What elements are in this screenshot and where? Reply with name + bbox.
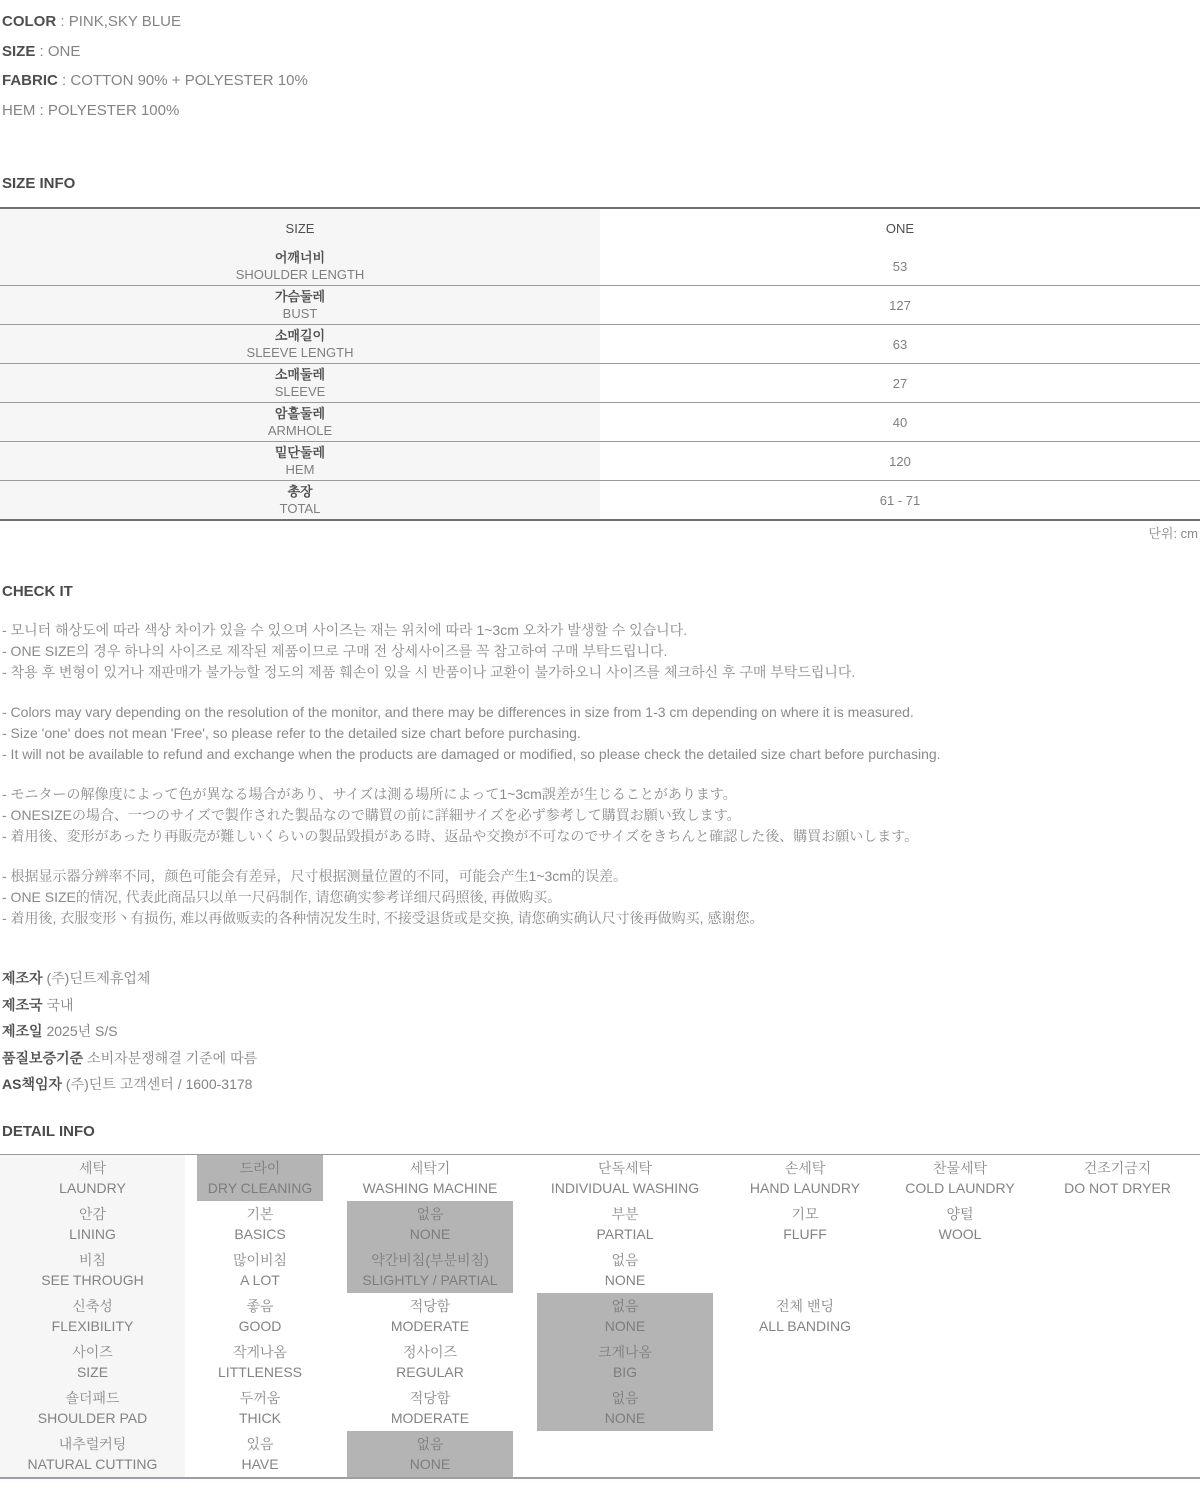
spec-color	[2, 7, 1200, 37]
spec-fabric-value: COTTON 90% + POLYESTER 10%	[70, 72, 308, 89]
detail-option-kr: 찬물세탁	[932, 1159, 988, 1176]
detail-option-kr: 부분	[611, 1205, 639, 1222]
detail-option-en: COLD LAUNDRY	[905, 1179, 1015, 1196]
detail-option-kr: 없음	[416, 1205, 444, 1222]
detail-row-label-en: LINING	[69, 1225, 116, 1242]
detail-option-en: HAND LAUNDRY	[749, 1179, 861, 1196]
detail-empty-cell	[885, 1293, 1035, 1339]
size-row-label	[0, 247, 600, 286]
detail-option	[537, 1155, 713, 1201]
manufacturer-line-label: 품질보증기준	[2, 1049, 84, 1066]
detail-option-kr: 세탁기	[409, 1159, 451, 1176]
detail-row-label-en: SIZE	[76, 1363, 109, 1380]
detail-empty-cell	[725, 1339, 885, 1385]
spec-fabric	[2, 66, 1200, 96]
detail-row-label	[0, 1431, 185, 1477]
check-note-ja: - モニターの解像度によって色が異なる場合があり、サイズは測る場所によって1~3cm誤差が生じることがあります。 - ONESIZEの場合、一つのサイズで製作された製品なので購買の前に詳細サイズを必ず参考して購買お願い致します。 - 着用後、変形があったり再販売が難しいくらいの製品毀損がある時、返品や交換が不可なのでサイズをきちんと確認した後、購買お願いします。	[2, 786, 919, 844]
detail-option-selected	[347, 1201, 513, 1247]
size-row-label	[0, 286, 600, 325]
detail-option-en: FLUFF	[783, 1225, 827, 1242]
detail-option-kr: 기모	[791, 1205, 819, 1222]
size-row-label	[0, 325, 600, 364]
detail-option-kr: 적당함	[409, 1389, 451, 1406]
detail-row-label-en: LAUNDRY	[59, 1179, 126, 1196]
detail-row-label-en: NATURAL CUTTING	[27, 1455, 158, 1472]
detail-empty-cell	[725, 1431, 885, 1477]
detail-option-en: LITTLENESS	[217, 1363, 303, 1380]
detail-option-en: DO NOT DRYER	[1064, 1179, 1171, 1196]
size-table	[0, 207, 1200, 521]
size-row-label-kr: 총장	[287, 484, 313, 499]
detail-option	[347, 1385, 513, 1431]
size-row-label-en: SLEEVE	[274, 384, 326, 399]
detail-option	[347, 1293, 513, 1339]
detail-option-cell	[335, 1293, 525, 1339]
detail-option-en: WASHING MACHINE	[362, 1179, 498, 1196]
detail-option-cell	[725, 1201, 885, 1247]
size-row-label-en: HEM	[285, 462, 315, 477]
detail-option	[197, 1431, 323, 1477]
detail-option-kr: 단독세탁	[597, 1159, 653, 1176]
detail-option	[197, 1385, 323, 1431]
detail-option-cell	[1035, 1155, 1200, 1201]
size-row-label	[0, 442, 600, 481]
size-row-value: 53	[892, 258, 908, 274]
detail-row-label-en: FLEXIBILITY	[51, 1317, 134, 1334]
detail-empty-cell	[1035, 1431, 1200, 1477]
check-note-ko: - 모니터 해상도에 따라 색상 차이가 있을 수 있으며 사이즈는 재는 위치에 따라 1~3cm 오차가 발생할 수 있습니다. - ONE SIZE의 경우 하나의 사이즈로 제작된 제품이므로 구매 전 상세사이즈를 꼭 참고하여 구매 부탁드립니다. - 착용 후 변형이 있거나 재판매가 불가능할 정도의 제품 훼손이 있을 시 반품이나 교환이 불가하오니 사이즈를 체크하신 후 구매 부탁드립니다.	[2, 622, 856, 680]
detail-option-selected	[347, 1247, 513, 1293]
spec-color-label: COLOR	[2, 13, 57, 30]
detail-option-en: THICK	[239, 1409, 281, 1426]
detail-option-en: A LOT	[240, 1271, 280, 1288]
size-row-label-en: SHOULDER LENGTH	[235, 267, 365, 282]
manufacturer-line: 품질보증기준 소비자분쟁해결 기준에 따름	[2, 1049, 258, 1066]
check-it-paragraphs	[0, 620, 1200, 929]
size-row-value: 127	[889, 297, 911, 313]
spec-size-label: SIZE	[2, 42, 36, 60]
detail-option-en: NONE	[604, 1409, 646, 1426]
size-table-col-one: ONE	[885, 220, 915, 236]
size-row-label-kr: 소매길이	[274, 328, 326, 343]
detail-option-en: SLIGHTLY / PARTIAL	[362, 1271, 498, 1288]
detail-option-kr: 건조기금지	[1083, 1159, 1152, 1176]
detail-option-cell	[525, 1293, 725, 1339]
detail-option-en: MODERATE	[390, 1317, 470, 1334]
detail-empty-cell	[725, 1385, 885, 1431]
detail-option	[197, 1247, 323, 1293]
manufacturer-block	[0, 965, 1200, 1098]
spec-separator: :	[57, 72, 71, 89]
size-table-row	[0, 403, 1200, 442]
size-row-value: 27	[892, 375, 908, 391]
size-row-value: 63	[892, 336, 908, 352]
detail-option-kr: 기본	[246, 1205, 274, 1222]
size-row-value: 120	[889, 453, 911, 469]
detail-empty-cell	[1035, 1201, 1200, 1247]
detail-option-cell	[185, 1339, 335, 1385]
detail-option-cell	[185, 1247, 335, 1293]
detail-option-kr: 없음	[416, 1435, 444, 1452]
manufacturer-line: 제조자 (주)딘트제휴업체	[2, 970, 151, 986]
detail-row-label-kr: 신축성	[72, 1297, 113, 1314]
detail-option-cell	[185, 1201, 335, 1247]
detail-option	[737, 1293, 873, 1339]
detail-option-cell	[525, 1339, 725, 1385]
size-row-label-en: TOTAL	[279, 501, 321, 516]
detail-empty-cell	[885, 1339, 1035, 1385]
detail-empty-cell	[1035, 1247, 1200, 1293]
detail-option	[197, 1293, 323, 1339]
detail-row-label	[0, 1201, 185, 1247]
size-table-row	[0, 364, 1200, 403]
size-table-row	[0, 247, 1200, 286]
manufacturer-line: 제조국 국내	[2, 996, 74, 1013]
size-row-label-kr: 어깨너비	[274, 250, 326, 265]
detail-option-kr: 약간비침(부분비침)	[371, 1251, 489, 1268]
detail-empty-cell	[885, 1385, 1035, 1431]
size-table-row	[0, 442, 1200, 481]
detail-option	[537, 1201, 713, 1247]
size-row-label	[0, 403, 600, 442]
detail-option-cell	[185, 1431, 335, 1477]
manufacturer-line: AS책임자 (주)딘트 고객센터 / 1600-3178	[2, 1076, 253, 1092]
detail-row-label-kr: 사이즈	[72, 1343, 113, 1360]
size-row-label-kr: 가슴둘레	[274, 289, 326, 304]
size-table-row	[0, 481, 1200, 521]
size-table-col-size: SIZE	[0, 208, 600, 247]
detail-option-kr: 있음	[246, 1435, 274, 1452]
size-row-value: 61 - 71	[879, 492, 921, 508]
detail-option-en: PARTIAL	[596, 1225, 654, 1242]
detail-row-label	[0, 1293, 185, 1339]
detail-row-label-kr: 세탁	[78, 1159, 107, 1176]
detail-option-cell	[525, 1247, 725, 1293]
detail-empty-cell	[885, 1247, 1035, 1293]
detail-option-kr: 두꺼움	[239, 1389, 281, 1406]
detail-option-cell	[725, 1155, 885, 1201]
detail-option-cell	[335, 1201, 525, 1247]
detail-option-cell	[335, 1431, 525, 1477]
detail-option-en: NONE	[604, 1317, 646, 1334]
detail-option-kr: 정사이즈	[402, 1343, 458, 1360]
detail-option-kr: 없음	[611, 1389, 639, 1406]
detail-empty-cell	[725, 1247, 885, 1293]
detail-option-cell	[525, 1385, 725, 1431]
detail-option-cell	[335, 1385, 525, 1431]
detail-option-kr: 전체 밴딩	[776, 1297, 834, 1314]
detail-option-en: BIG	[612, 1363, 638, 1380]
detail-option-cell	[525, 1155, 725, 1201]
detail-option-kr: 적당함	[409, 1297, 451, 1314]
detail-option-cell	[185, 1293, 335, 1339]
detail-option-kr: 많이비침	[232, 1251, 288, 1268]
size-row-label	[0, 481, 600, 521]
detail-option-en: BASICS	[234, 1225, 286, 1242]
detail-option	[197, 1339, 323, 1385]
product-specs	[0, 7, 1200, 125]
detail-option-cell	[185, 1385, 335, 1431]
detail-option-en: REGULAR	[396, 1363, 464, 1380]
detail-option-cell	[185, 1155, 335, 1201]
spec-color-value: PINK,SKY BLUE	[68, 13, 181, 30]
detail-option-kr: 크게나옴	[597, 1343, 653, 1360]
detail-option-en: NONE	[604, 1271, 646, 1288]
spec-separator: :	[56, 13, 69, 30]
detail-option-cell	[725, 1293, 885, 1339]
detail-option-en: ALL BANDING	[758, 1317, 852, 1334]
size-row-label-en: BUST	[282, 306, 318, 321]
detail-option-en: NONE	[409, 1225, 451, 1242]
detail-option-kr: 손세탁	[784, 1159, 826, 1176]
size-table-row	[0, 325, 1200, 364]
manufacturer-line-label: 제조일	[2, 1023, 43, 1039]
detail-option-kr: 없음	[611, 1297, 639, 1314]
detail-option-cell	[525, 1201, 725, 1247]
size-row-label	[0, 364, 600, 403]
spec-separator: :	[35, 42, 48, 60]
detail-row-label-kr: 숄더패드	[65, 1389, 120, 1406]
detail-option-en: GOOD	[238, 1317, 282, 1334]
detail-option-cell	[335, 1247, 525, 1293]
detail-option	[347, 1155, 513, 1201]
detail-option-en: MODERATE	[390, 1409, 470, 1426]
detail-option-kr: 없음	[611, 1251, 639, 1268]
detail-empty-cell	[1035, 1385, 1200, 1431]
spec-size	[2, 37, 1200, 67]
detail-row-label	[0, 1155, 185, 1201]
detail-option	[347, 1339, 513, 1385]
detail-option-en: DRY CLEANING	[207, 1179, 313, 1196]
detail-option-selected	[347, 1431, 513, 1477]
detail-option	[737, 1201, 873, 1247]
detail-option-selected	[197, 1155, 323, 1201]
detail-empty-cell	[525, 1431, 725, 1477]
manufacturer-line-label: AS책임자	[2, 1076, 63, 1092]
manufacturer-line-label: 제조국	[2, 996, 43, 1013]
size-row-label-en: SLEEVE LENGTH	[246, 345, 354, 360]
spec-hem	[2, 96, 1200, 126]
detail-empty-cell	[1035, 1293, 1200, 1339]
detail-option	[897, 1201, 1023, 1247]
spec-separator: :	[35, 101, 48, 119]
detail-option	[197, 1201, 323, 1247]
detail-option-kr: 드라이	[239, 1159, 281, 1176]
detail-option-selected	[537, 1293, 713, 1339]
detail-table	[0, 1154, 1200, 1479]
spec-hem-label: HEM	[2, 101, 36, 119]
detail-option-selected	[537, 1339, 713, 1385]
size-row-label-kr: 암홀둘레	[274, 406, 326, 421]
size-unit-label: 단위: cm	[1148, 526, 1198, 541]
size-row-label-en: ARMHOLE	[267, 423, 333, 438]
detail-empty-cell	[885, 1431, 1035, 1477]
detail-row-label-en: SHOULDER PAD	[37, 1409, 148, 1426]
detail-info-heading: DETAIL INFO	[2, 1122, 95, 1140]
size-row-label-kr: 밑단둘레	[274, 445, 326, 460]
detail-row-label	[0, 1247, 185, 1293]
detail-option-en: HAVE	[241, 1455, 279, 1472]
detail-option	[897, 1155, 1023, 1201]
detail-option-cell	[335, 1155, 525, 1201]
spec-size-value: ONE	[47, 42, 81, 60]
detail-option-selected	[537, 1385, 713, 1431]
size-table-row	[0, 286, 1200, 325]
size-table-header-row	[0, 208, 1200, 247]
detail-row-label	[0, 1385, 185, 1431]
detail-option-en: NONE	[409, 1455, 451, 1472]
spec-hem-value: POLYESTER 100%	[47, 101, 180, 119]
check-note-en: - Colors may vary depending on the resolution of the monitor, and there may be differences in size from 1-3 cm depending on where it is measured. - Size 'one' does not mean 'Free', so please refer to the detailed size chart before purchasing. - It will not be available to refund and exchange when the products are damaged or modified, so please check the detailed size chart before purchasing.	[2, 704, 941, 762]
check-note-zh: - 根据显示器分辨率不同，颜色可能会有差异，尺寸根据测量位置的不同，可能会产生1~3cm的误差。 - ONE SIZE的情况, 代表此商品只以单一尺码制作, 请您确实参考详细尺码照後, 再做购买。 - 着用後, 衣服变形丶有损伤, 难以再做贩卖的各种情况发生时, 不接受退货或是交换, 请您确实确认尺寸後再做购买, 感谢您。	[2, 868, 764, 926]
detail-row-label-kr: 안감	[78, 1205, 107, 1222]
size-row-value: 40	[892, 414, 908, 430]
size-table-body	[0, 247, 1200, 520]
detail-option-en: WOOL	[938, 1225, 982, 1242]
detail-option-cell	[885, 1155, 1035, 1201]
size-info-heading: SIZE INFO	[2, 175, 76, 192]
check-it-heading: CHECK IT	[2, 583, 73, 600]
manufacturer-line: 제조일 2025년 S/S	[2, 1023, 118, 1039]
detail-option	[1047, 1155, 1188, 1201]
detail-row-label-en: SEE THROUGH	[41, 1271, 144, 1288]
detail-option-cell	[335, 1339, 525, 1385]
detail-option-kr: 좋음	[246, 1297, 274, 1314]
detail-option-cell	[885, 1201, 1035, 1247]
detail-row-label	[0, 1339, 185, 1385]
detail-option-kr: 작게나옴	[232, 1343, 288, 1360]
detail-row-label-kr: 비침	[78, 1251, 107, 1268]
detail-option-en: INDIVIDUAL WASHING	[550, 1179, 700, 1196]
detail-option	[537, 1247, 713, 1293]
detail-empty-cell	[1035, 1339, 1200, 1385]
size-row-label-kr: 소매둘레	[274, 367, 326, 382]
detail-option-kr: 양털	[946, 1205, 974, 1222]
detail-option	[737, 1155, 873, 1201]
detail-row-label-kr: 내추럴커팅	[58, 1435, 127, 1452]
manufacturer-line-label: 제조자	[2, 970, 43, 986]
spec-fabric-label: FABRIC	[2, 72, 58, 89]
